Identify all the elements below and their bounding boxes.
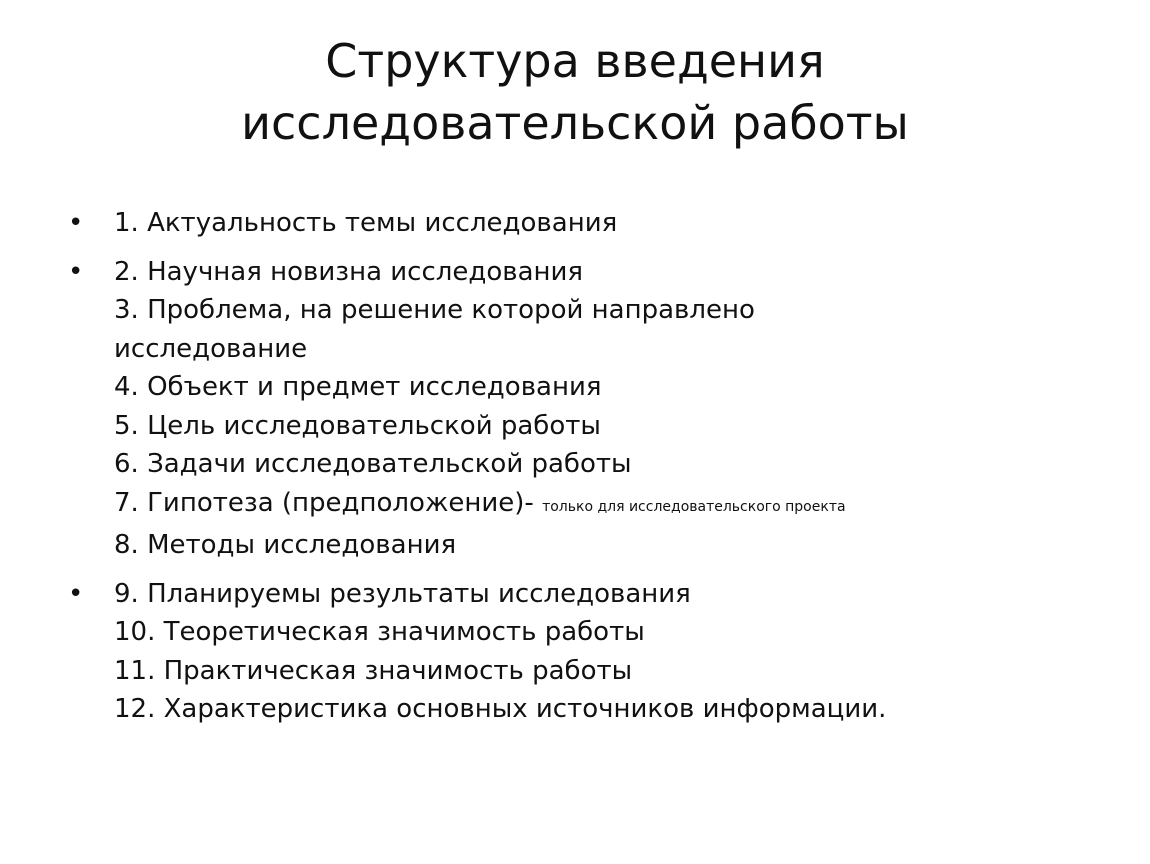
bullet-dot-icon: • — [68, 578, 84, 609]
list-line: 2. Научная новизна исследования — [114, 256, 584, 287]
slide-title — [60, 30, 1090, 154]
list-line: исследование — [114, 333, 308, 364]
bullet-list — [68, 204, 1118, 739]
hypothesis-note: только для исследовательского проекта — [542, 498, 846, 515]
hypothesis-text: 7. Гипотеза (предположение)- — [114, 487, 534, 518]
list-line: 10. Теоретическая значимость работы — [114, 617, 645, 647]
bullet-dot-icon: • — [68, 256, 84, 287]
list-line: 12. Характеристика основных источников информации. — [114, 694, 887, 724]
bullet-item-2 — [68, 253, 1118, 565]
list-line: 3. Проблема, на решение которой направлено — [114, 295, 755, 325]
bullet-item-3 — [68, 575, 1118, 729]
slide-title-line-1: Структура введения — [325, 34, 825, 88]
list-line: 11. Практическая значимость работы — [114, 655, 633, 686]
list-line: 6. Задачи исследовательской работы — [114, 449, 632, 479]
list-line: 1. Актуальность темы исследования — [114, 208, 618, 238]
bullet-item-1 — [68, 204, 1118, 243]
slide-title-line-2: исследовательской работы — [241, 96, 909, 150]
list-line-hypothesis — [114, 484, 1118, 527]
list-line: 9. Планируемы результаты исследования — [114, 578, 691, 609]
list-line: 5. Цель исследовательской работы — [114, 410, 601, 441]
list-line: 4. Объект и предмет исследования — [114, 372, 602, 402]
list-line: 8. Методы исследования — [114, 530, 457, 560]
bullet-dot-icon: • — [68, 208, 84, 238]
